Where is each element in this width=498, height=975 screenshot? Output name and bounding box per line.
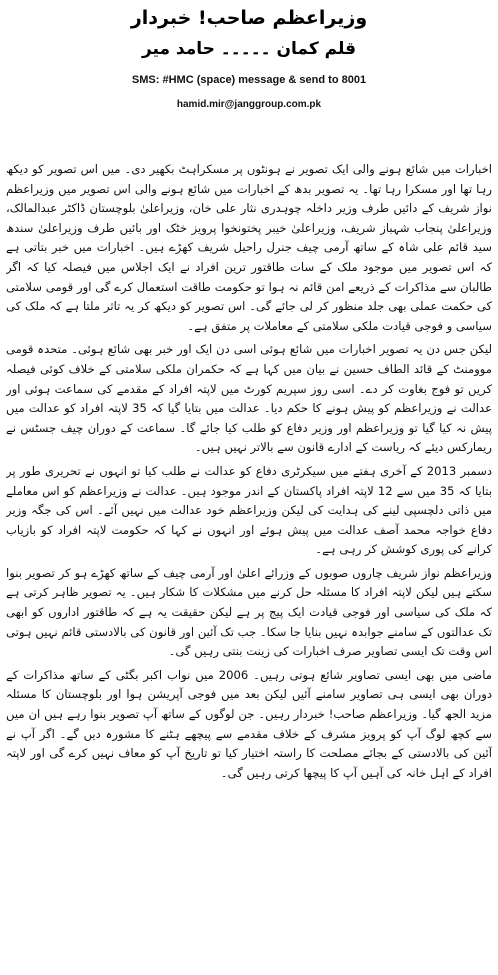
article-body — [6, 160, 492, 969]
sms-line: SMS: #HMC (space) message & send to 8001 — [131, 74, 367, 86]
article-title: وزیراعظم صاحب! خبردار — [130, 7, 368, 29]
column-header — [0, 4, 498, 112]
author-email[interactable]: hamid.mir@janggroup.com.pk — [176, 99, 322, 110]
body-paragraph-4: وزیراعظم نواز شریف چاروں صوبوں کے وزرائے اعلیٰ اور آرمی چیف کے ساتھ کھڑے ہو کر تصویر بنوا سکتے ہیں لیکن لاپتہ افراد کا مسئلہ حل کرنے میں مشکلات کا شکار ہیں۔ یہ تصویر ظاہر کرتی ہے کہ ملک کی سیاسی اور فوجی قیادت ایک پیج پر ہے لیکن حقیقت یہ ہے کہ طاقتور اداروں کو ابھی تک عدالتوں کے سامنے جوابدہ نہیں بنایا جا سکا۔ جب تک آئین اور قانون کی بالادستی قائم نہیں ہوتی اس وقت تک ایسی تصاویر صرف اخبارات کی زینت بنتی رہیں گی۔ — [6, 565, 492, 659]
body-paragraph-3: دسمبر 2013 کے آخری ہفتے میں سیکرٹری دفاع کو عدالت نے طلب کیا تو انہوں نے تحریری طور پر بتایا کہ 35 میں سے 12 لاپتہ افراد پاکستان کے اندر موجود ہیں۔ عدالت نے وزیراعظم کو اس معاملے میں ذاتی دلچسپی لینے کی ہدایت کی لیکن وزیراعظم خود عدالت میں نہیں آئے۔ اس کی جگہ وزیر دفاع خواجہ محمد آصف عدالت میں پیش ہوئے اور انہوں نے کہا کہ حکومت لاپتہ افراد کو بازیاب کرانے کی پوری کوشش کر رہی ہے۔ — [6, 463, 492, 557]
column-byline: قلم کمان ۔۔۔۔۔ حامد میر — [141, 39, 357, 59]
body-paragraph-2: لیکن جس دن یہ تصویر اخبارات میں شائع ہوئی اسی دن ایک اور خبر بھی شائع ہوئی۔ متحدہ قومی موومنٹ کے قائد الطاف حسین نے بیان میں کہا ہے کہ حکمران ملکی سلامتی کے خلاف کوئی فیصلہ کریں تو فوج بغاوت کر دے۔ اسی روز سپریم کورٹ میں لاپتہ افراد کے مقدمے کی سماعت ہوئی اور عدالت نے وزیراعظم کو پیش ہونے کا حکم دیا۔ عدالت میں بتایا گیا کہ 35 لاپتہ افراد کو عدالت میں پیش نہ کیا گیا تو وزیراعظم اور وزیر دفاع کو طلب کیا جائے گا۔ سماعت کے دوران چیف جسٹس نے ریمارکس دیئے کہ ریاست کے ادارے قانون سے بالاتر نہیں ہیں۔ — [6, 342, 492, 455]
body-paragraph-1: اخبارات میں شائع ہونے والی ایک تصویر نے ہونٹوں پر مسکراہٹ بکھیر دی۔ میں اس تصویر کو دیکھ رہا تھا اور مسکرا رہا تھا۔ یہ تصویر بدھ کے اخبارات میں شائع ہونے والی اس تصویر میں وزیراعظم نواز شریف کے دائیں طرف وزیر داخلہ چوہدری نثار علی خان، وزیراعلیٰ بلوچستان ڈاکٹر عبدالمالک، وزیراعلیٰ پنجاب شہباز شریف، وزیراعلیٰ خیبر پختونخوا پرویز خٹک اور بائیں طرف وزیراعلیٰ سندھ سید قائم علی شاہ کے ساتھ آرمی چیف جنرل راحیل شریف کھڑے ہیں۔ اخبارات میں خبر بتاتی ہے کہ اس تصویر میں موجود ملک کے سات طاقتور ترین افراد نے ایک اجلاس میں فیصلہ کیا کہ اگر طالبان سے مذاکرات کے ذریعے امن قائم نہ ہوا تو حکومت طاقت استعمال کرے گی اور قومی سلامتی کی حکمت عملی بھی جلد منظور کر لی جائے گی۔ اس تصویر کو دیکھ کر یہ تاثر ملتا ہے کہ ملک کی سیاسی و فوجی قیادت ملکی سلامتی کے معاملات پر متفق ہے۔ — [6, 162, 492, 333]
body-paragraph-5: ماضی میں بھی ایسی تصاویر شائع ہوتی رہیں۔ 2006 میں نواب اکبر بگٹی کے ساتھ مذاکرات کے دوران بھی ایسی ہی تصاویر سامنے آئیں لیکن بعد میں فوجی آپریشن ہوا اور بلوچستان کا مسئلہ مزید الجھ گیا۔ وزیراعظم صاحب! خبردار رہیں۔ جن لوگوں کے ساتھ آپ تصویر بنوا رہے ہیں ان میں سے کچھ لوگ آپ کو پرویز مشرف کے خلاف مقدمے سے پیچھے ہٹنے کا مشورہ دیں گے۔ اگر آپ نے آئین کی بالادستی کے بجائے مصلحت کا راستہ اختیار کیا تو تاریخ آپ کو معاف نہیں کرے گی اور لاپتہ افراد کے اہل خانہ کی آہیں آپ کا پیچھا کرتی رہیں گی۔ — [6, 667, 492, 780]
